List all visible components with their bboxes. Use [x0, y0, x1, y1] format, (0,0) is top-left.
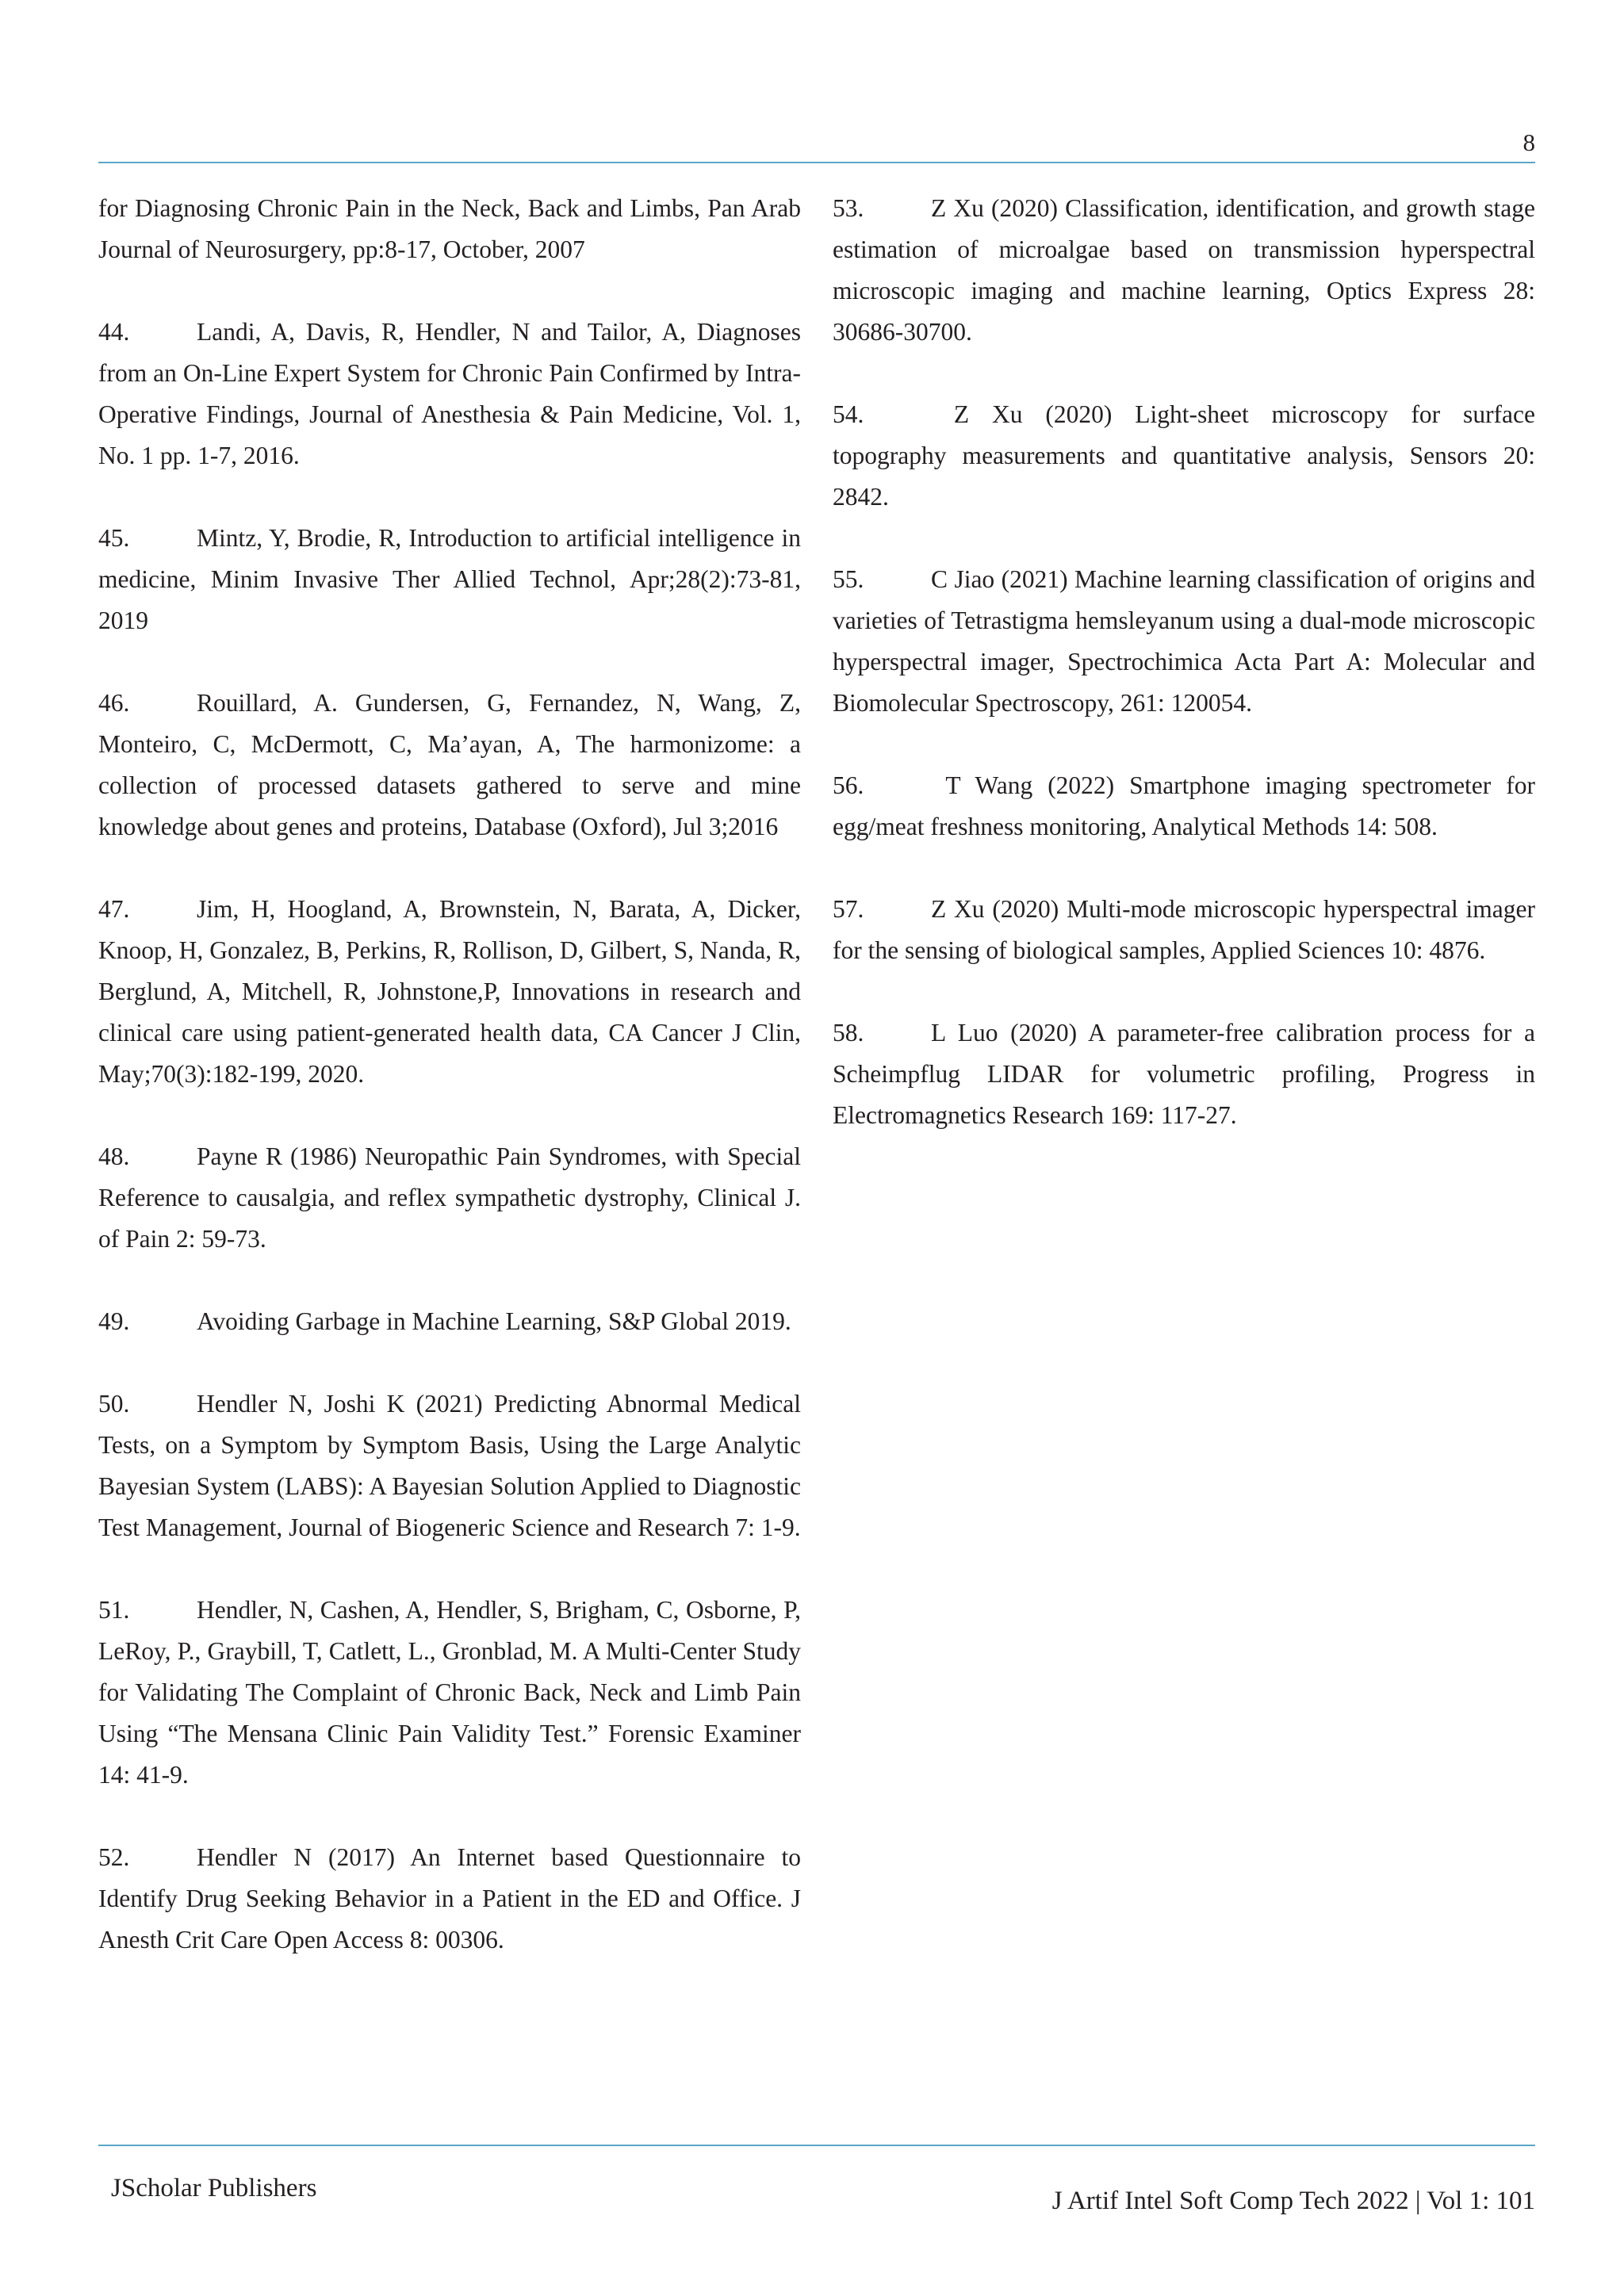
reference-number: 49.: [98, 1307, 130, 1335]
reference-48: [98, 1136, 801, 1260]
reference-number: 46.: [98, 689, 130, 717]
reference-number: 55.: [833, 565, 864, 593]
publisher-name: JScholar Publishers: [111, 2174, 317, 2202]
reference-number: 51.: [98, 1596, 130, 1624]
references-right-column: [833, 188, 1535, 1177]
reference-number: 54.: [833, 400, 864, 428]
reference-text: Payne R (1986) Neuropathic Pain Syndromes, with Special Reference to causalgia, and reflex sympathetic dystrophy, Clinical J. of Pain 2: 59-73.: [98, 1142, 801, 1253]
reference-55: [833, 559, 1535, 724]
reference-text: Hendler, N, Cashen, A, Hendler, S, Brigham, C, Osborne, P, LeRoy, P., Graybill, T, Catlett, L., Gronblad, M. A Multi-Center Study for Validating The Complaint of Chronic Back, Neck and Limb Pain Using “The Mensana Clinic Pain Validity Test.” Forensic Examiner 14: 41-9.: [98, 1596, 801, 1789]
reference-50: [98, 1383, 801, 1548]
reference-text: Rouillard, A. Gundersen, G, Fernandez, N, Wang, Z, Monteiro, C, McDermott, C, Ma’ayan, A, The harmonizome: a collection of processed datasets gathered to serve and mine knowledge about genes and proteins, Database (Oxford), Jul 3;2016: [98, 689, 801, 840]
reference-text: C Jiao (2021) Machine learning classification of origins and varieties of Tetrastigma hemsleyanum using a dual-mode microscopic hyperspectral imager, Spectrochimica Acta Part A: Molecular and Biomolecular Spectroscopy, 261: 120054.: [833, 565, 1535, 717]
reference-number: 58.: [833, 1019, 864, 1047]
reference-text: Hendler N (2017) An Internet based Questionnaire to Identify Drug Seeking Behavior in a Patient in the ED and Office. J Anesth Crit Care Open Access 8: 00306.: [98, 1843, 801, 1954]
reference-number: 56.: [833, 771, 864, 799]
reference-47: [98, 889, 801, 1095]
reference-54: [833, 394, 1535, 518]
references-left-column: [98, 188, 801, 2002]
reference-52: [98, 1837, 801, 1961]
reference-45: [98, 518, 801, 641]
reference-58: [833, 1012, 1535, 1136]
reference-number: 47.: [98, 895, 130, 923]
reference-text: Hendler N, Joshi K (2021) Predicting Abnormal Medical Tests, on a Symptom by Symptom Basis, Using the Large Analytic Bayesian System (LABS): A Bayesian Solution Applied to Diagnostic Test Management, Journal of Biogeneric Science and Research 7: 1-9.: [98, 1390, 801, 1541]
header-rule: [98, 162, 1535, 163]
reference-text: T Wang (2022) Smartphone imaging spectrometer for egg/meat freshness monitoring, Analytical Methods 14: 508.: [833, 771, 1535, 840]
journal-citation: J Artif Intel Soft Comp Tech 2022 | Vol 1: 101: [1051, 2187, 1535, 2215]
reference-text: Jim, H, Hoogland, A, Brownstein, N, Barata, A, Dicker, Knoop, H, Gonzalez, B, Perkins, R, Rollison, D, Gilbert, S, Nanda, R, Berglund, A, Mitchell, R, Johnstone,P, Innovations in research and clinical care using patient-generated health data, CA Cancer J Clin, May;70(3):182-199, 2020.: [98, 895, 801, 1088]
reference-53: [833, 188, 1535, 353]
footer-rule: [98, 2145, 1535, 2146]
reference-text: Z Xu (2020) Classification, identification, and growth stage estimation of microalgae based on transmission hyperspectral microscopic imaging and machine learning, Optics Express 28: 30686-30700.: [833, 194, 1535, 346]
reference-text: Mintz, Y, Brodie, R, Introduction to artificial intelligence in medicine, Minim Invasive Ther Allied Technol, Apr;28(2):73-81, 2019: [98, 524, 801, 634]
page-number: 8: [1522, 128, 1535, 156]
reference-number: 53.: [833, 194, 864, 222]
reference-44: [98, 312, 801, 476]
reference-number: 44.: [98, 318, 130, 346]
reference-text: Z Xu (2020) Light-sheet microscopy for surface topography measurements and quantitative analysis, Sensors 20: 2842.: [833, 400, 1535, 511]
reference-text: Avoiding Garbage in Machine Learning, S&P Global 2019.: [197, 1307, 791, 1335]
reference-text: L Luo (2020) A parameter-free calibration process for a Scheimpflug LIDAR for volumetric profiling, Progress in Electromagnetics Research 169: 117-27.: [833, 1019, 1535, 1129]
reference-continuation: for Diagnosing Chronic Pain in the Neck, Back and Limbs, Pan Arab Journal of Neurosurgery, pp:8-17, October, 2007: [98, 194, 801, 263]
reference-text: Landi, A, Davis, R, Hendler, N and Tailor, A, Diagnoses from an On-Line Expert System for Chronic Pain Confirmed by Intra-Operative Findings, Journal of Anesthesia & Pain Medicine, Vol. 1, No. 1 pp. 1-7, 2016.: [98, 318, 801, 469]
reference-51: [98, 1590, 801, 1796]
reference-49: [98, 1301, 801, 1342]
reference-57: [833, 889, 1535, 971]
reference-56: [833, 765, 1535, 848]
reference-number: 50.: [98, 1390, 130, 1418]
reference-number: 45.: [98, 524, 130, 552]
reference-number: 52.: [98, 1843, 130, 1871]
reference-46: [98, 683, 801, 848]
reference-number: 57.: [833, 895, 864, 923]
reference-text: Z Xu (2020) Multi-mode microscopic hyperspectral imager for the sensing of biological samples, Applied Sciences 10: 4876.: [833, 895, 1535, 964]
reference-number: 48.: [98, 1142, 130, 1170]
